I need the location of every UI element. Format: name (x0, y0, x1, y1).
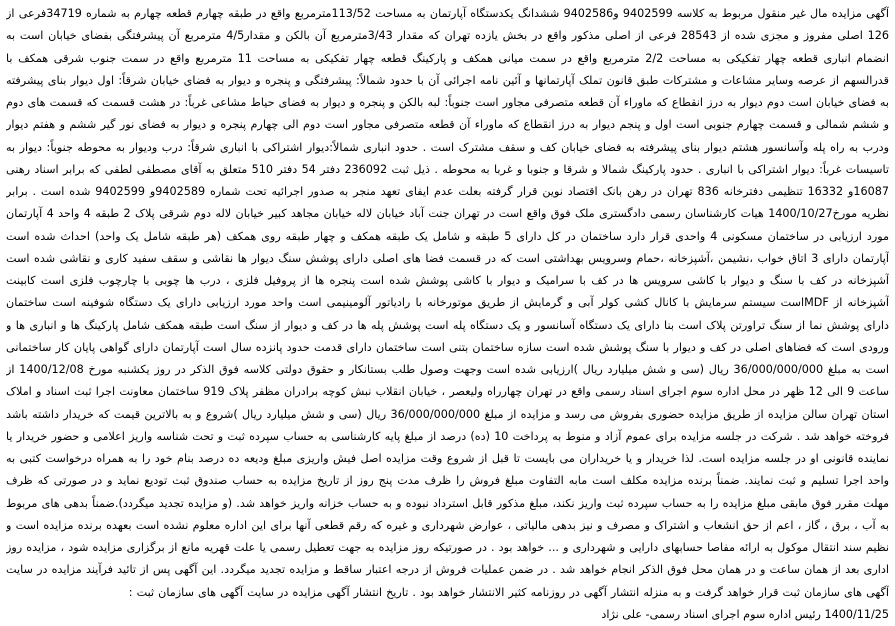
notice-body-text: آگهی مزایده مال غیر منقول مربوط به کلاسه 9402599 و9402586 ششدانگ یکدستگاه آپارتمان به مساحت 113/52مترمربع واقع در طبقه چهارم قطعه چهارم به شماره 34719فرعی از 126 اصلی مفروز و مجزی شده از 28543 فرعی از اصلی مذکور واقع در بخش یازده تهران که مقدار 3/43مترمربع آن بالکن و مقدار4/5 مترمربع آن پیشرفتگی بفضای خیابان است به انضمام انباری قطعه چهار تفکیکی به مساحت 2/2 مترمربع واقع در سمت میانی همکف و پارکینگ قطعه چهار تفکیکی به مساحت 11 مترمربع واقع در سمت جنوب شرقی همکف با قدرالسهم از عرصه وسایر مشاعات و مشترکات طبق قانون تملک آپارتمانها و آئین نامه اجرائی آن با حدود شمالاً: پیشرفتگی و پنجره و دیوار به فضای خیابان شرقاً: اول دیوار بنای پیشرفته به فضای خیابان است دوم دیوار به درز انقطاع که ماوراء آن قطعه متصرفی مجاور است جنوباً: لبه بالکن و پنجره و دیوار به فضای حیاط مشاعی غرباً: در هشت قسمت که قسمت های دوم و ششم شمالی و قسمت چهارم جنوبی است اول و پنجم دیوار به درز انقطاع که ماوراء آن قطعه متصرفی مجاور است دوم الی چهارم پنجره و دیوار به فضای نور گیر ششم و هفتم دیوار ودرب به راه پله وآسانسور هشتم دیوار بنای پیشرفته به فضای خیابان کف و سقف مشترک است . حدود انباری شمالاً:دیوار اشتراکی با انباری شرقاً: درب ودیوار به محوطه جنوباً: دیوار به تاسیسات غرباً: دیوار اشتراکی با انباری . حدود پارکینگ شمالا و شرقا و جنوبا و غربا به محوطه . ذیل ثبت 236092 دفتر 54 دفتر 510 متعلق به آقای مصطفی لطفی که برابر اسناد رهنی 16087و 16332 تنظیمی دفترخانه 836 تهران در رهن بانک اقتصاد نوین قرار گرفته بعلت عدم ایفای تعهد منجر به صدور اجرائیه تحت شماره 9402589و 9402599 شده است . برابر نظریه مورخ1400/10/27 هیات کارشناسان رسمی دادگستری ملک فوق واقع است در تهران جنت آباد خیابان لاله خیابان مجاهد کبیر خیابان لاله دوم شرقی پلاک 2 طبقه 4 واحد 4 آپارتمان مورد ارزیابی در ساختمان مسکونی 4 واحدی قرار دارد ساختمان در کل دارای 5 طبقه و شامل یک طبقه همکف و چهار طبقه روی همکف (هر طبقه شامل یک واحد) احداث شده است آپارتمان دارای 3 اتاق خواب ،نشیمن ،آشپزخانه ،حمام وسرویس بهداشتی است که در قسمت فضا های اصلی دارای پوشش سنگ دیوار ها نقاشی و سقف سفید کاری و نقاشی شده است آشپزخانه در کف با سنگ و دیوار با کاشی سرویس ها در کف با سرامیک و دیوار با کاشی پوشش شده است پنجره ها از پروفیل فلزی ، درب ها چوبی با چارچوب فلزی است کابینت آشپزخانه از MDFاست سیستم سرمایش با کانال کشی کولر آبی و گرمایش از طریق موتورخانه با رادیاتور آلومینیمی است واحد مورد ارزیابی دارای یک دستگاه شوفینه است ساختمان دارای پوشش نما از سنگ تراورتن پلاک است بنا دارای یک دستگاه آسانسور و یک دستگاه پله است پوشش پله ها در کف و دیوار از سنگ است طبقه همکف شامل پارکینگ ها و انباری ها و ورودی است که فضاهای اصلی در کف و دیوار با سنگ پوشش شده است سازه ساختمان بتنی است ساختمان دارای قدمت حدود پانزده سال است آپارتمان دارای گواهی پایان کار ساختمانی است به مبلغ 36/000/000/000 ریال (سی و شش میلیارد ریال )ارزیابی شده است وجهت وصول طلب بستانکار و حقوق دولتی کلاسه فوق الذکر در روز یکشنبه مورخ 1400/12/08 از ساعت 9 الی 12 ظهر در محل اداره سوم اجرای اسناد رسمی واقع در تهران چهارراه ولیعصر ، خیابان انقلاب نبش کوچه برادران مظفر پلاک 919 ساختمان معاونت اجرا ثبت اسناد و املاک استان تهران سالن مزایده از طریق مزایده حضوری بفروش می رسد و مزایده از مبلغ 36/000/000/000 ریال (سی و شش میلیارد ریال )شروع و به بالاترین قیمت که خریدار داشته باشد فروخته خواهد شد . شرکت در جلسه مزایده برای عموم آزاد و منوط به پرداخت 10 (ده) درصد از مبلغ پایه کارشناسی به حساب سپرده ثبت و تحت شناسه واریز اعلامی و حضور خریدار یا نماینده قانونی او در جلسه مزایده است. لذا خریدار و یا خریداران می بایست تا قبل از شروع وقت مزایده اصل فیش واریزی مبلغ ودیعه ده درصد بنام خود را به همراه درخواست کتبی به واحد اجرا تسلیم و ثبت نمایند. ضمناً برنده مزایده مکلف است مابه التفاوت مبلغ فروش را ظرف مدت پنج روز از تاریخ مزایده به حساب صندوق ثبت تودیع نماید و در صورتی که ظرف مهلت مقرر فوق مابقی مبلغ مزایده را به حساب سپرده ثبت واریز نکند، مبلغ مذکور قابل استرداد نبوده و به حساب خزانه واریز خواهد شد. (و مزایده تجدید میگردد).ضمناً بدهی های مربوط به آب ، برق ، گاز ، اعم از حق انشعاب و اشتراک و مصرف و نیز بدهی مالیاتی ، عوارض شهرداری و غیره که رقم قطعی آنها برای این اداره معلوم نشده است بعهده برنده مزایده است و نظیم سند انتقال موکول به ارائه مفاصا حسابهای دارایی و شهرداری و ... خواهد بود . در صورتیکه روز مزایده به جهت تعطیل رسمی یا علت قهریه مانع از برگزاری مزایده شود ، مزایده روز اداری بعد از همان ساعت و در همان محل فوق الذکر انجام خواهد شد . در ضمن عملیات فروش از درجه اعتبار ساقط و مزایده تجدید میگردد. این آگهی پس از تائید فرآیند مزایده در سایت آگهی های سازمان ثبت قرار خواهد گرفت و به منزله انتشار آگهی در روزنامه کثیر الانتشار خواهد بود . تاریخ انتشار آگهی مزایده در سایت آگهی های سازمان ثبت : (6, 7, 889, 599)
notice-signature: 1400/11/25 رئیس اداره سوم اجرای اسناد رسمی- علی نژاد (601, 607, 889, 621)
